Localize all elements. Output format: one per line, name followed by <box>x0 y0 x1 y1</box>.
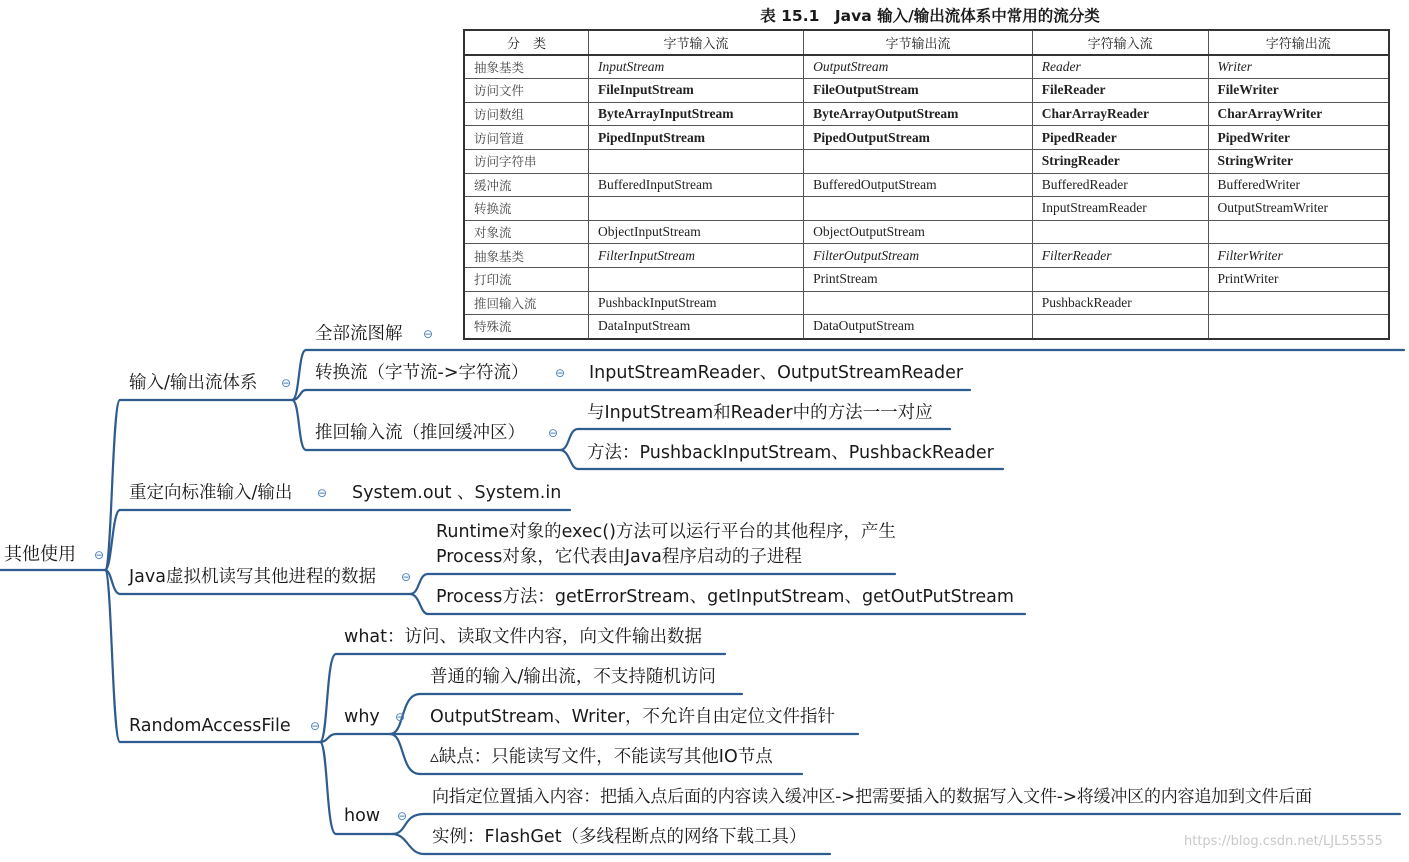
node-jvm-detail-1-line-1[interactable]: Runtime对象的exec()方法可以运行平台的其他程序，产生 <box>436 522 896 542</box>
table-cell: CharArrayReader <box>1032 102 1208 126</box>
table-cell: DataOutputStream <box>804 315 1033 339</box>
table-cell <box>1032 220 1208 244</box>
node-jvm-detail-1-line-2[interactable]: Process对象，它代表由Java程序启动的子进程 <box>436 547 802 567</box>
table-cell: OutputStreamWriter <box>1208 197 1389 221</box>
table-row <box>464 79 1389 103</box>
table-cell: PipedReader <box>1032 126 1208 150</box>
table-cell: Reader <box>1032 55 1208 79</box>
table-cell: PipedWriter <box>1208 126 1389 150</box>
table-cell: BufferedInputStream <box>589 173 804 197</box>
row-category: 访问字符串 <box>464 149 589 173</box>
table-row <box>464 244 1389 268</box>
header-category: 分 类 <box>464 30 589 55</box>
table-cell: StringReader <box>1032 149 1208 173</box>
table-cell: FilterWriter <box>1208 244 1389 268</box>
table-cell <box>1208 315 1389 339</box>
table-title: 表 15.1 Java 输入/输出流体系中常用的流分类 <box>760 7 1100 25</box>
node-why-item-2[interactable]: OutputStream、Writer，不允许自由定位文件指针 <box>430 707 836 727</box>
io-system-collapse-icon[interactable]: ⊖ <box>281 376 292 390</box>
node-raf-how[interactable]: how <box>344 806 381 826</box>
table-cell <box>589 267 804 291</box>
row-category: 缓冲流 <box>464 173 589 197</box>
node-convert-stream[interactable]: 转换流（字节流->字符流） <box>315 363 529 383</box>
table-row <box>464 220 1389 244</box>
row-category: 转换流 <box>464 197 589 221</box>
jvm-collapse-icon[interactable]: ⊖ <box>401 570 412 584</box>
node-how-item-2[interactable]: 实例：FlashGet（多线程断点的网络下载工具） <box>432 827 807 847</box>
table-row <box>464 315 1389 339</box>
table-cell: InputStream <box>589 55 804 79</box>
header-char-output: 字符输出流 <box>1208 30 1389 55</box>
table-cell: FilterOutputStream <box>804 244 1033 268</box>
table-cell <box>589 149 804 173</box>
redirect-collapse-icon[interactable]: ⊖ <box>317 486 328 500</box>
table-cell: FilterInputStream <box>589 244 804 268</box>
table-cell: PushbackReader <box>1032 291 1208 315</box>
table-cell: OutputStream <box>804 55 1033 79</box>
table-cell: StringWriter <box>1208 149 1389 173</box>
table-cell: FileWriter <box>1208 79 1389 103</box>
header-char-input: 字符输入流 <box>1032 30 1208 55</box>
convert-collapse-icon[interactable]: ⊖ <box>555 366 566 380</box>
table-row <box>464 55 1389 79</box>
all-streams-collapse-icon[interactable]: ⊖ <box>423 327 434 341</box>
watermark: https://blog.csdn.net/LJL55555 <box>1184 834 1383 849</box>
node-redirect-detail[interactable]: System.out 、System.in <box>352 483 562 503</box>
row-category: 访问文件 <box>464 79 589 103</box>
table-cell: CharArrayWriter <box>1208 102 1389 126</box>
table-cell: BufferedReader <box>1032 173 1208 197</box>
node-pushback-stream[interactable]: 推回输入流（推回缓冲区） <box>315 423 525 443</box>
table-row <box>464 126 1389 150</box>
table-cell: PrintWriter <box>1208 267 1389 291</box>
header-byte-input: 字节输入流 <box>589 30 804 55</box>
how-collapse-icon[interactable]: ⊖ <box>397 809 408 823</box>
table-cell <box>804 149 1033 173</box>
table-cell: BufferedOutputStream <box>804 173 1033 197</box>
stream-classification-table <box>463 29 1390 340</box>
row-category: 推回输入流 <box>464 291 589 315</box>
node-pushback-detail-1[interactable]: 与InputStream和Reader中的方法一一对应 <box>587 403 933 423</box>
table-cell: BufferedWriter <box>1208 173 1389 197</box>
table-cell: PrintStream <box>804 267 1033 291</box>
table-cell: PipedOutputStream <box>804 126 1033 150</box>
node-pushback-detail-2[interactable]: 方法：PushbackInputStream、PushbackReader <box>587 443 994 463</box>
row-category: 访问管道 <box>464 126 589 150</box>
node-jvm-detail-2[interactable]: Process方法：getErrorStream、getInputStream、getOutPutStream <box>436 587 1014 607</box>
node-why-item-3[interactable]: ▵缺点：只能读写文件，不能读写其他IO节点 <box>430 747 773 767</box>
table-cell <box>1208 291 1389 315</box>
table-row <box>464 102 1389 126</box>
table-body <box>464 55 1389 339</box>
table-cell: FilterReader <box>1032 244 1208 268</box>
table-cell: PushbackInputStream <box>589 291 804 315</box>
row-category: 抽象基类 <box>464 244 589 268</box>
table-cell <box>804 197 1033 221</box>
table-cell <box>804 291 1033 315</box>
node-why-item-1[interactable]: 普通的输入/输出流，不支持随机访问 <box>430 667 716 687</box>
table-cell: FileInputStream <box>589 79 804 103</box>
node-io-system[interactable]: 输入/输出流体系 <box>129 373 258 393</box>
pushback-collapse-icon[interactable]: ⊖ <box>548 426 559 440</box>
table-cell: ByteArrayInputStream <box>589 102 804 126</box>
table-row <box>464 267 1389 291</box>
root-node[interactable]: 其他使用 <box>4 544 76 565</box>
table-cell: FileReader <box>1032 79 1208 103</box>
row-category: 抽象基类 <box>464 55 589 79</box>
table-cell <box>1032 267 1208 291</box>
why-collapse-icon[interactable]: ⊖ <box>395 710 406 724</box>
row-category: 对象流 <box>464 220 589 244</box>
row-category: 特殊流 <box>464 315 589 339</box>
table-row <box>464 291 1389 315</box>
node-raf-what[interactable]: what：访问、读取文件内容，向文件输出数据 <box>344 627 702 647</box>
table-cell <box>589 197 804 221</box>
node-redirect[interactable]: 重定向标准输入/输出 <box>129 483 293 503</box>
table-cell: ObjectOutputStream <box>804 220 1033 244</box>
table-cell: DataInputStream <box>589 315 804 339</box>
raf-collapse-icon[interactable]: ⊖ <box>310 719 321 733</box>
table-cell: Writer <box>1208 55 1389 79</box>
table-cell <box>1208 220 1389 244</box>
table-cell: FileOutputStream <box>804 79 1033 103</box>
table-cell: ByteArrayOutputStream <box>804 102 1033 126</box>
table-row <box>464 173 1389 197</box>
row-category: 打印流 <box>464 267 589 291</box>
row-category: 访问数组 <box>464 102 589 126</box>
node-raf-why[interactable]: why <box>344 707 380 727</box>
root-collapse-icon[interactable]: ⊖ <box>94 548 105 562</box>
node-convert-detail[interactable]: InputStreamReader、OutputStreamReader <box>589 363 964 383</box>
node-all-streams[interactable]: 全部流图解 <box>315 324 403 344</box>
header-byte-output: 字节输出流 <box>804 30 1033 55</box>
table-cell: PipedInputStream <box>589 126 804 150</box>
table-cell: ObjectInputStream <box>589 220 804 244</box>
table-cell: InputStreamReader <box>1032 197 1208 221</box>
table-row <box>464 149 1389 173</box>
node-jvm-process[interactable]: Java虚拟机读写其他进程的数据 <box>129 567 376 587</box>
node-random-access-file[interactable]: RandomAccessFile <box>129 716 291 736</box>
table-cell <box>1032 315 1208 339</box>
table-row <box>464 197 1389 221</box>
node-how-item-1[interactable]: 向指定位置插入内容：把插入点后面的内容读入缓冲区->把需要插入的数据写入文件->将缓冲区的内容追加到文件后面 <box>432 787 1312 807</box>
